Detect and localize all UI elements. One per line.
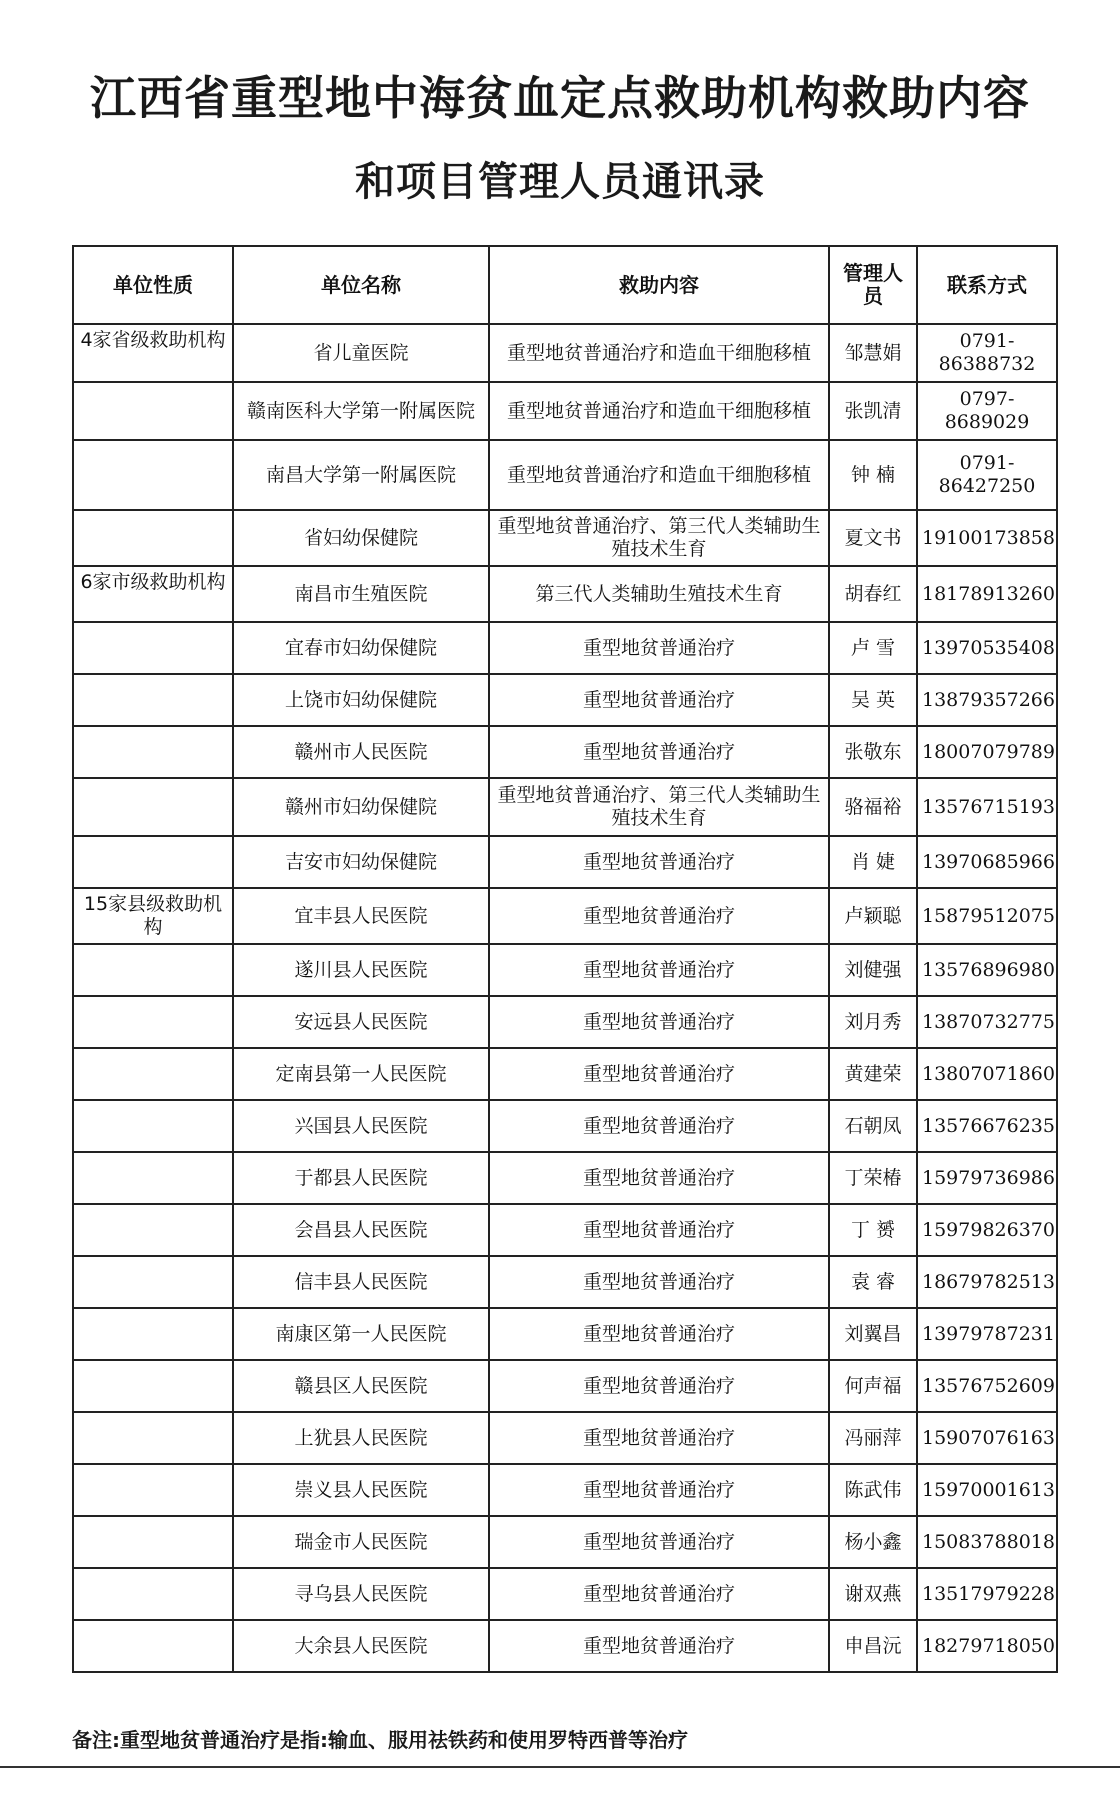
row-manager: 张凯清: [829, 382, 917, 440]
row-unit: 定南县第一人民医院: [233, 1048, 489, 1100]
row-manager: 石朝凤: [829, 1100, 917, 1152]
row-content: 重型地贫普通治疗: [489, 726, 829, 778]
table-row: [73, 324, 1057, 382]
row-unit: 兴国县人民医院: [233, 1100, 489, 1152]
footnote: 备注:重型地贫普通治疗是指:输血、服用祛铁药和使用罗特西普等治疗: [72, 1728, 688, 1752]
row-content: 重型地贫普通治疗: [489, 836, 829, 888]
row-category: [73, 1100, 233, 1152]
row-unit: 上饶市妇幼保健院: [233, 674, 489, 726]
table-row: [73, 510, 1057, 566]
row-category: [73, 778, 233, 836]
row-category: [73, 726, 233, 778]
table-row: [73, 674, 1057, 726]
table-row: [73, 1620, 1057, 1672]
row-phone: 13576715193: [917, 778, 1057, 836]
row-unit: 省儿童医院: [233, 324, 489, 382]
row-category: [73, 1516, 233, 1568]
row-phone: 18007079789: [917, 726, 1057, 778]
row-unit: 上犹县人民医院: [233, 1412, 489, 1464]
row-category: [73, 1308, 233, 1360]
row-phone: 18679782513: [917, 1256, 1057, 1308]
row-phone: 15907076163: [917, 1412, 1057, 1464]
bottom-divider: [0, 1766, 1120, 1768]
row-category: 6家市级救助机构: [73, 566, 233, 622]
row-content: 重型地贫普通治疗、第三代人类辅助生殖技术生育: [489, 778, 829, 836]
row-phone: 13979787231: [917, 1308, 1057, 1360]
row-manager: 陈武伟: [829, 1464, 917, 1516]
row-manager: 何声福: [829, 1360, 917, 1412]
row-category: [73, 622, 233, 674]
row-phone: 18279718050: [917, 1620, 1057, 1672]
page-subtitle: 和项目管理人员通讯录: [355, 159, 765, 205]
row-content: 重型地贫普通治疗: [489, 1412, 829, 1464]
row-category: [73, 1256, 233, 1308]
row-phone: 13576676235: [917, 1100, 1057, 1152]
row-category: [73, 1568, 233, 1620]
header-manager: 管理人员: [829, 246, 917, 324]
row-content: 重型地贫普通治疗: [489, 1360, 829, 1412]
row-content: 重型地贫普通治疗和造血干细胞移植: [489, 382, 829, 440]
table-row: [73, 1256, 1057, 1308]
table-row: [73, 1516, 1057, 1568]
table-body: [73, 324, 1057, 1672]
row-manager: 邹慧娟: [829, 324, 917, 382]
row-phone: 15970001613: [917, 1464, 1057, 1516]
row-unit: 吉安市妇幼保健院: [233, 836, 489, 888]
row-manager: 胡春红: [829, 566, 917, 622]
table-row: [73, 836, 1057, 888]
row-phone: 13576752609: [917, 1360, 1057, 1412]
header-phone: 联系方式: [917, 246, 1057, 324]
table-row: [73, 382, 1057, 440]
row-unit: 宜春市妇幼保健院: [233, 622, 489, 674]
row-manager: 谢双燕: [829, 1568, 917, 1620]
table-row: [73, 1152, 1057, 1204]
row-manager: 刘月秀: [829, 996, 917, 1048]
row-category: [73, 440, 233, 510]
row-content: 重型地贫普通治疗: [489, 1100, 829, 1152]
table-row: [73, 1100, 1057, 1152]
row-content: 重型地贫普通治疗: [489, 996, 829, 1048]
row-category: 4家省级救助机构: [73, 324, 233, 382]
row-content: 重型地贫普通治疗: [489, 944, 829, 996]
row-unit: 赣县区人民医院: [233, 1360, 489, 1412]
row-manager: 丁荣椿: [829, 1152, 917, 1204]
row-category: [73, 1360, 233, 1412]
row-category: [73, 1464, 233, 1516]
row-manager: 夏文书: [829, 510, 917, 566]
table-row: [73, 1048, 1057, 1100]
header-unit: 单位名称: [233, 246, 489, 324]
row-manager: 杨小鑫: [829, 1516, 917, 1568]
row-phone: 0791-86388732: [917, 324, 1057, 382]
row-content: 重型地贫普通治疗: [489, 1048, 829, 1100]
row-phone: 13807071860: [917, 1048, 1057, 1100]
row-unit: 崇义县人民医院: [233, 1464, 489, 1516]
row-category: [73, 510, 233, 566]
row-unit: 于都县人民医院: [233, 1152, 489, 1204]
row-content: 重型地贫普通治疗、第三代人类辅助生殖技术生育: [489, 510, 829, 566]
row-content: 重型地贫普通治疗: [489, 1308, 829, 1360]
row-manager: 吴 英: [829, 674, 917, 726]
row-unit: 信丰县人民医院: [233, 1256, 489, 1308]
row-category: [73, 1152, 233, 1204]
row-content: 重型地贫普通治疗: [489, 1204, 829, 1256]
row-manager: 冯丽萍: [829, 1412, 917, 1464]
table-row: [73, 622, 1057, 674]
row-manager: 钟 楠: [829, 440, 917, 510]
row-unit: 赣州市妇幼保健院: [233, 778, 489, 836]
row-manager: 申昌沅: [829, 1620, 917, 1672]
row-phone: 13870732775: [917, 996, 1057, 1048]
row-content: 重型地贫普通治疗: [489, 1568, 829, 1620]
row-phone: 15879512075: [917, 888, 1057, 944]
table-row: [73, 778, 1057, 836]
row-category: [73, 382, 233, 440]
row-phone: 0797-8689029: [917, 382, 1057, 440]
row-category: [73, 1620, 233, 1672]
table-row: [73, 1464, 1057, 1516]
row-category: [73, 674, 233, 726]
row-unit: 宜丰县人民医院: [233, 888, 489, 944]
row-unit: 大余县人民医院: [233, 1620, 489, 1672]
row-content: 第三代人类辅助生殖技术生育: [489, 566, 829, 622]
row-unit: 会昌县人民医院: [233, 1204, 489, 1256]
row-content: 重型地贫普通治疗: [489, 1256, 829, 1308]
row-unit: 南康区第一人民医院: [233, 1308, 489, 1360]
page-title: 江西省重型地中海贫血定点救助机构救助内容: [90, 71, 1030, 125]
row-unit: 瑞金市人民医院: [233, 1516, 489, 1568]
row-content: 重型地贫普通治疗和造血干细胞移植: [489, 440, 829, 510]
row-content: 重型地贫普通治疗: [489, 1516, 829, 1568]
row-unit: 赣州市人民医院: [233, 726, 489, 778]
row-phone: 15979736986: [917, 1152, 1057, 1204]
header-category: 单位性质: [73, 246, 233, 324]
row-phone: 13879357266: [917, 674, 1057, 726]
row-phone: 13970685966: [917, 836, 1057, 888]
table-row: [73, 1412, 1057, 1464]
contact-table: [72, 245, 1058, 1673]
row-manager: 丁 赟: [829, 1204, 917, 1256]
row-manager: 卢 雪: [829, 622, 917, 674]
row-content: 重型地贫普通治疗和造血干细胞移植: [489, 324, 829, 382]
row-unit: 南昌大学第一附属医院: [233, 440, 489, 510]
row-manager: 卢颖聪: [829, 888, 917, 944]
table-row: [73, 1568, 1057, 1620]
row-manager: 袁 睿: [829, 1256, 917, 1308]
row-unit: 省妇幼保健院: [233, 510, 489, 566]
table-row: [73, 1360, 1057, 1412]
row-unit: 遂川县人民医院: [233, 944, 489, 996]
table-row: [73, 996, 1057, 1048]
row-manager: 黄建荣: [829, 1048, 917, 1100]
row-category: [73, 836, 233, 888]
table-row: [73, 440, 1057, 510]
row-content: 重型地贫普通治疗: [489, 622, 829, 674]
table-row: [73, 726, 1057, 778]
row-unit: 南昌市生殖医院: [233, 566, 489, 622]
row-category: [73, 944, 233, 996]
row-category: [73, 1204, 233, 1256]
row-phone: 15979826370: [917, 1204, 1057, 1256]
row-phone: 18178913260: [917, 566, 1057, 622]
row-content: 重型地贫普通治疗: [489, 674, 829, 726]
row-unit: 寻乌县人民医院: [233, 1568, 489, 1620]
row-content: 重型地贫普通治疗: [489, 1464, 829, 1516]
header-content: 救助内容: [489, 246, 829, 324]
row-unit: 安远县人民医院: [233, 996, 489, 1048]
table-row: [73, 944, 1057, 996]
row-content: 重型地贫普通治疗: [489, 1152, 829, 1204]
row-manager: 张敬东: [829, 726, 917, 778]
row-content: 重型地贫普通治疗: [489, 888, 829, 944]
table-row: [73, 1308, 1057, 1360]
table-row: [73, 566, 1057, 622]
table-row: [73, 888, 1057, 944]
table-header-row: [73, 246, 1057, 324]
row-phone: 19100173858: [917, 510, 1057, 566]
row-category: 15家县级救助机构: [73, 888, 233, 944]
row-phone: 15083788018: [917, 1516, 1057, 1568]
row-phone: 0791-86427250: [917, 440, 1057, 510]
row-manager: 骆福裕: [829, 778, 917, 836]
row-manager: 肖 婕: [829, 836, 917, 888]
row-manager: 刘健强: [829, 944, 917, 996]
row-category: [73, 1048, 233, 1100]
row-category: [73, 1412, 233, 1464]
row-phone: 13970535408: [917, 622, 1057, 674]
row-phone: 13517979228: [917, 1568, 1057, 1620]
row-category: [73, 996, 233, 1048]
row-unit: 赣南医科大学第一附属医院: [233, 382, 489, 440]
row-phone: 13576896980: [917, 944, 1057, 996]
row-content: 重型地贫普通治疗: [489, 1620, 829, 1672]
row-manager: 刘翼昌: [829, 1308, 917, 1360]
table-row: [73, 1204, 1057, 1256]
